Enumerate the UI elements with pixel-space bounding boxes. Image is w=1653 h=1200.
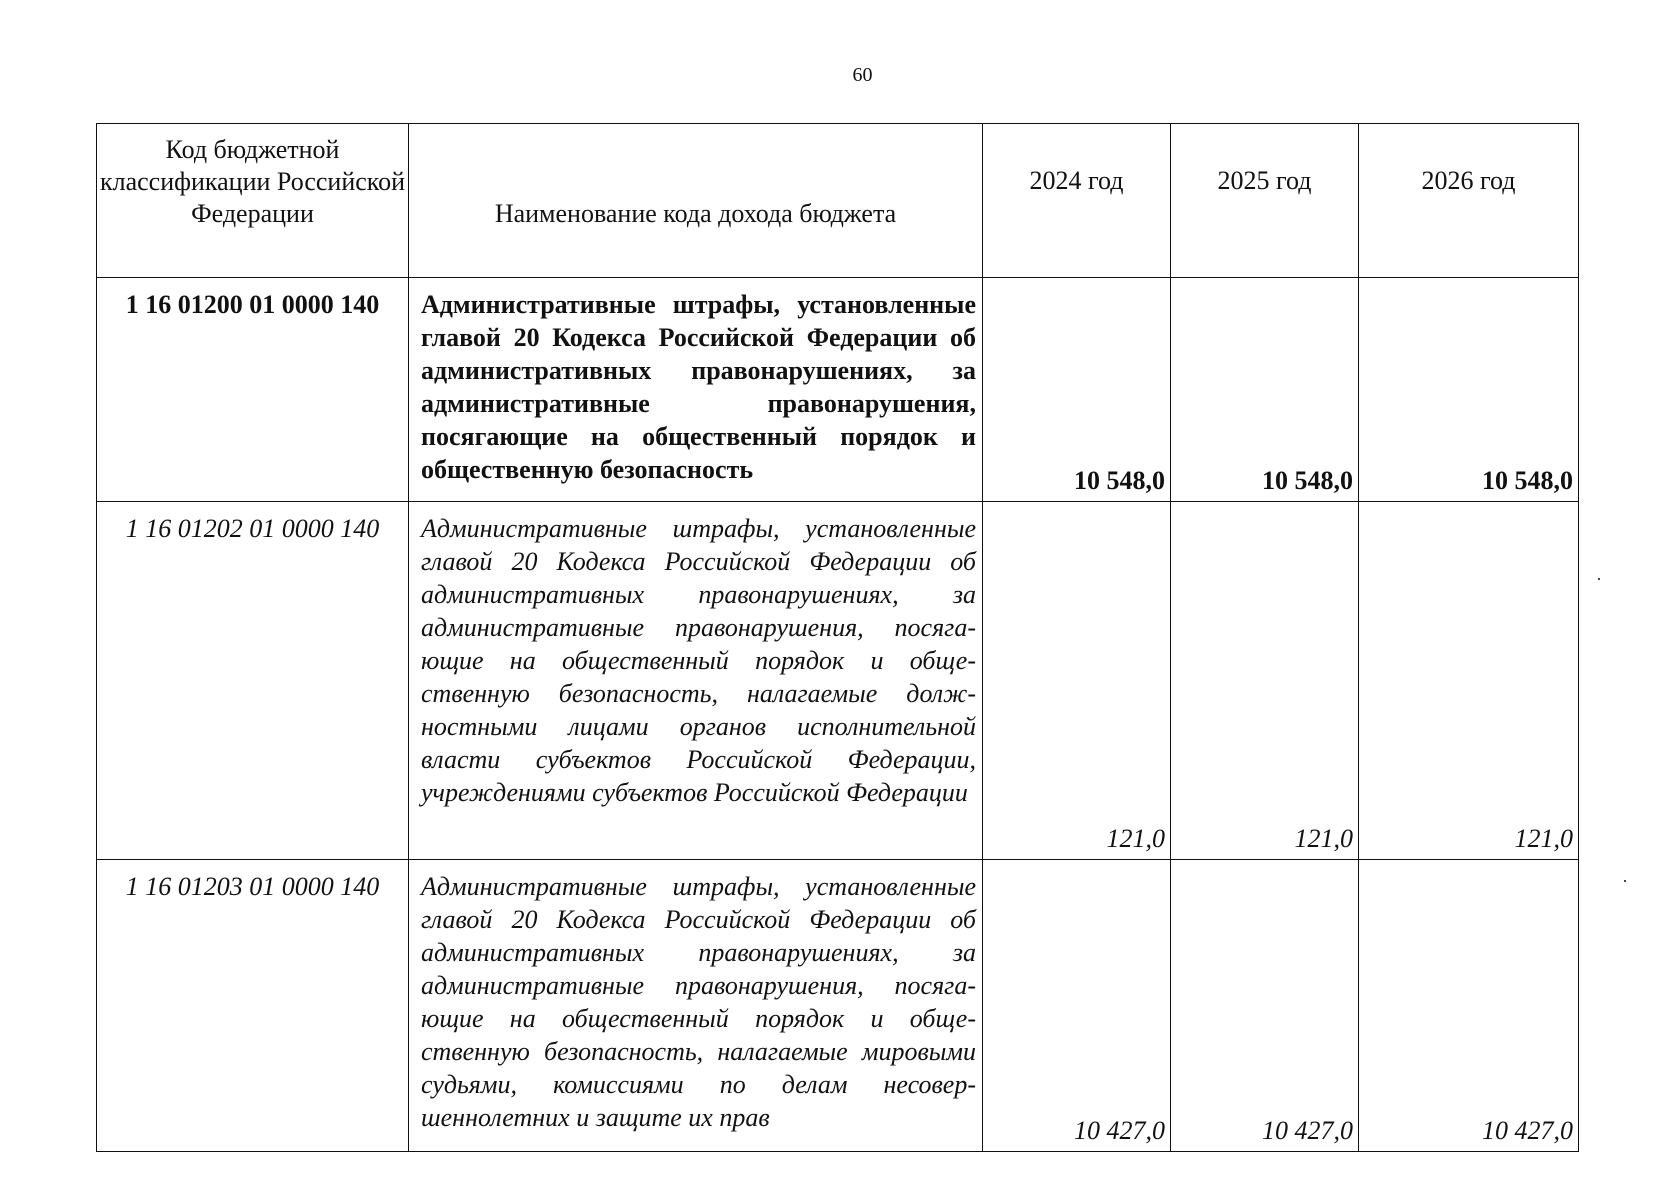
scan-speck [1598,578,1600,580]
row-value-2024: 10 427,0 [983,860,1171,1152]
row-value-2025: 121,0 [1171,502,1359,860]
header-code: Код бюджетной классификации Российской Федерации [97,124,409,278]
row-value-2026: 121,0 [1359,502,1579,860]
row-value-2024: 121,0 [983,502,1171,860]
header-year-2025: 2025 год [1171,124,1359,278]
table-header-row [97,124,1579,278]
row-value-2024: 10 548,0 [983,278,1171,502]
row-name: Административные штрафы, установленные главой 20 Кодекса Российской Федерации об административных правонарушениях, за административные правонарушения, посягающие на общественный порядок и общественную безопасность [409,278,983,502]
row-value-2025: 10 427,0 [1171,860,1359,1152]
header-name: Наименование кода дохода бюджета [409,124,983,278]
row-name: Административные штрафы, установленные главой 20 Кодекса Российской Федерации об административных правонарушениях, за административные правонарушения, посягающие на общественный порядок и общественную безопасность, налагаемые должностными лицами органов исполнительной власти субъектов Российской Федерации, учреждениями субъектов Российской Федерации [409,502,983,860]
page-number: 60 [852,64,873,86]
scan-speck [1624,880,1626,882]
row-name: Административные штрафы, установленные главой 20 Кодекса Российской Федерации об административных правонарушениях, за административные правонарушения, посягающие на общественный порядок и общественную безопасность, налагаемые мировыми судьями, комиссиями по делам несовершеннолетних и защите их прав [409,860,983,1152]
row-value-2026: 10 548,0 [1359,278,1579,502]
table-row [97,860,1579,1152]
row-value-2025: 10 548,0 [1171,278,1359,502]
table-row [97,502,1579,860]
header-year-2026: 2026 год [1359,124,1579,278]
header-year-2024: 2024 год [983,124,1171,278]
table-row [97,278,1579,502]
row-code: 1 16 01200 01 0000 140 [97,278,409,502]
row-value-2026: 10 427,0 [1359,860,1579,1152]
row-code: 1 16 01202 01 0000 140 [97,502,409,860]
row-code: 1 16 01203 01 0000 140 [97,860,409,1152]
budget-revenue-table [96,123,1579,1152]
